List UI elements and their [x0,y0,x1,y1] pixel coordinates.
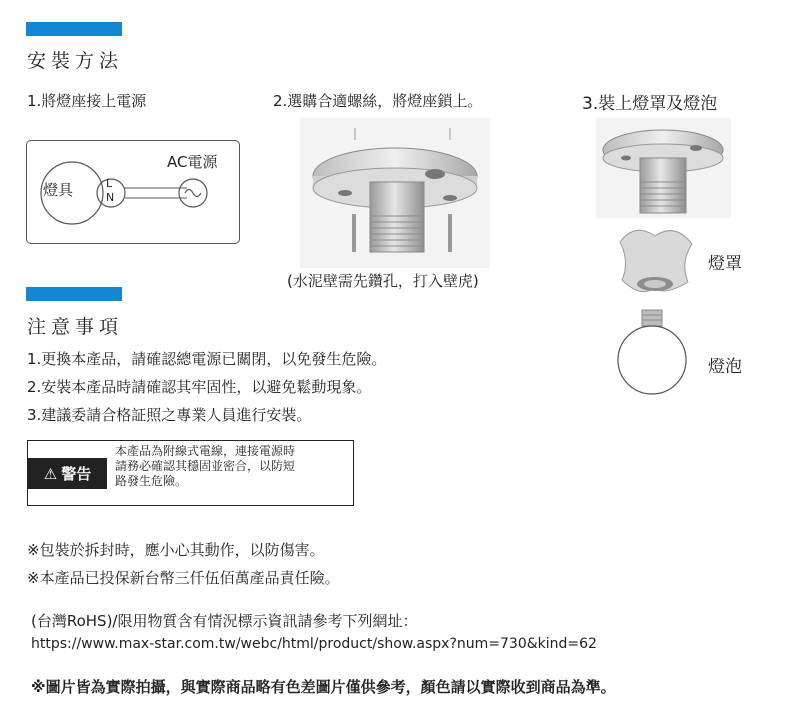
notes-heading: 注意事項 [27,316,124,338]
section-bar-install [26,22,122,36]
note-item-3: 3.建議委請合格証照之專業人員進行安裝。 [27,406,312,424]
step-1-text: 1.將燈座接上電源 [27,92,147,110]
warning-line-3: 路發生危險。 [115,474,188,488]
concrete-note: (水泥壁需先鑽孔，打入壁虎) [287,272,479,290]
live-label: L [106,177,113,190]
warning-text [115,444,351,489]
lamp-holder-illustration [596,118,731,218]
step-2-text: 2.選購合適螺絲，將燈座鎖上。 [273,92,483,110]
warning-box [27,440,354,506]
note-item-2: 2.安裝本產品時請確認其牢固性，以避免鬆動現象。 [27,378,372,396]
warning-line-2: 請務必確認其穩固並密合，以防短 [115,459,296,473]
warning-tag [28,458,107,489]
lamp-label: 燈具 [43,181,74,199]
bulb-illustration [612,308,692,400]
note-item-1: 1.更換本產品，請確認總電源已關閉，以免發生危險。 [27,350,387,368]
footnote-insurance: ※本產品已投保新台幣三仟伍佰萬產品責任險。 [27,569,340,587]
bulb-label: 燈泡 [708,357,742,377]
ac-power-label: AC電源 [167,153,218,171]
warning-line-1: 本產品為附線式電線，連接電源時 [115,444,296,458]
step-3-text: 3.裝上燈罩及燈泡 [582,94,718,114]
shade-label: 燈罩 [708,254,742,274]
lamp-shade-illustration [610,222,700,300]
rohs-link[interactable]: https://www.max-star.com.tw/webc/html/product/show.aspx?num=730&kind=62 [31,636,597,652]
warning-tag-label: 警告 [61,465,92,483]
mounting-base-illustration [300,118,490,268]
rohs-text: (台灣RoHS)/限用物質含有情況標示資訊請參考下列網址： [31,612,418,630]
warning-triangle-icon: ⚠ [43,464,58,483]
footnote-packaging: ※包裝於拆封時，應小心其動作，以防傷害。 [27,541,325,559]
photo-disclaimer: ※圖片皆為實際拍攝，與實際商品略有色差圖片僅供參考，顏色請以實際收到商品為準。 [31,678,616,696]
install-heading: 安裝方法 [27,50,124,72]
wiring-diagram [26,140,240,244]
section-bar-notes [26,287,122,301]
neutral-label: N [106,191,115,204]
